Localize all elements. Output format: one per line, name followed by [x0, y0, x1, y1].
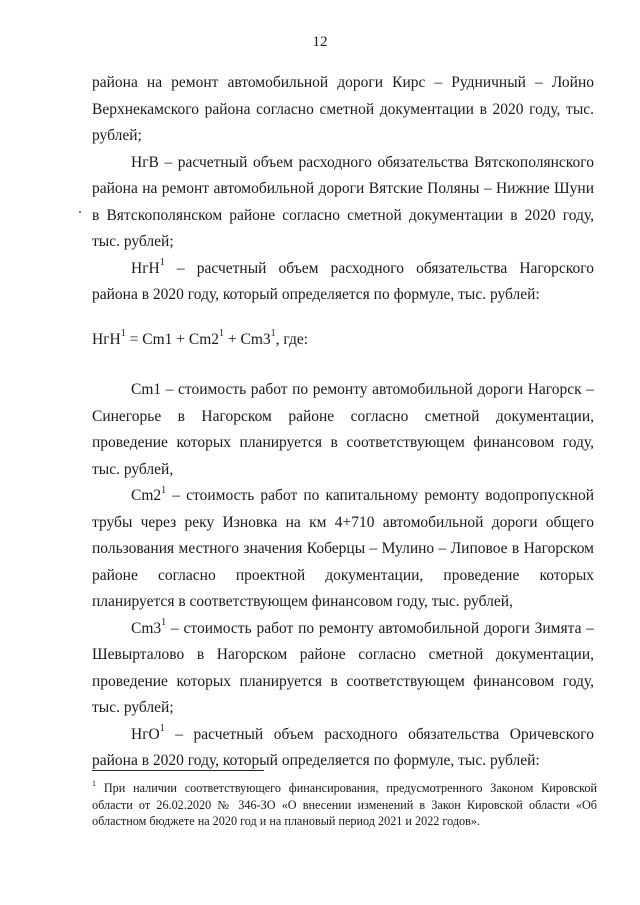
definition: [92, 616, 594, 722]
term-symbol: Cm3: [131, 619, 162, 637]
footnote-ref: 1: [219, 328, 225, 340]
formula: [92, 327, 594, 354]
footnote: [92, 780, 597, 830]
document-body: [92, 70, 594, 775]
term-symbol: НгН: [131, 259, 160, 277]
footnote-ref: 1: [161, 484, 167, 496]
paragraph: [92, 70, 594, 150]
margin-dot: [79, 211, 81, 213]
term-symbol: Cm2: [131, 487, 162, 504]
paragraph: [92, 150, 594, 256]
term-symbol: НгО: [131, 725, 160, 743]
definition-text: – стоимость работ по ремонту автомобильной дороги Нагорск – Синегорье в Нагорском районе согласно сметной документации, проведение которых планируется в соответствующем финансовом году, тыс. рублей,: [92, 381, 594, 478]
definition-text: – стоимость работ по ремонту автомобильной дороги Зимята – Шевырталово в Нагорском районе согласно сметной документации, проведение которых планируется в соответствующем финансовом году, тыс. рублей;: [92, 619, 594, 716]
footnote-ref: 1: [270, 328, 276, 340]
definition-text: – стоимость работ по капитальному ремонту водопропускной трубы через реку Изновка на км 4+710 автомобильной дороги общего пользования местного значения Коберцы – Мулино – Липовое в Нагорском районе согласно проектной документации, проведение которых планируется в соответствующем финансовом году, тыс. рублей,: [92, 487, 594, 610]
paragraph-text: района на ремонт автомобильной дороги Кирс – Рудничный – Лойно Верхнекамского района согласно сметной документации в 2020 году, тыс. рублей;: [92, 74, 594, 144]
footnote-marker: 1: [92, 778, 96, 788]
paragraph-text: – расчетный объем расходного обязательства Нагорского района в 2020 году, который определяется по формуле, тыс. рублей:: [92, 259, 594, 303]
definition: [92, 377, 594, 483]
term-symbol: Cm1: [131, 381, 162, 398]
formula-lhs: НгН: [92, 330, 121, 348]
footnote-ref: 1: [159, 723, 165, 735]
footnote-ref: 1: [159, 257, 165, 269]
definition: [92, 722, 594, 775]
footnote-text: При наличии соответствующего финансирования, предусмотренного Законом Кировской области от 26.02.2020 № 346-ЗО «О внесении изменений в Закон Кировской области «Об областном бюджете на 2020 год и на плановый период 2021 и 2022 годов».: [92, 781, 597, 828]
footnote-divider: [92, 770, 264, 771]
definition: [92, 483, 594, 616]
formula-term: = Cm1 + Cm2: [125, 330, 220, 348]
term-symbol: НгВ: [131, 153, 159, 171]
paragraph: [92, 256, 594, 309]
formula-term: + Cm3: [224, 330, 271, 348]
definition-text: – расчетный объем расходного обязательства Оричевского района в 2020 году, который определяется по формуле, тыс. рублей:: [92, 725, 594, 769]
paragraph-text: – расчетный объем расходного обязательства Вятскополянского района на ремонт автомобильной дороги Вятские Поляны – Нижние Шуни в Вятскополянском районе согласно сметной документации в 2020 году, тыс. рублей;: [92, 153, 594, 250]
footnote-ref: 1: [120, 328, 126, 340]
footnote-ref: 1: [161, 617, 167, 629]
formula-tail: , где:: [275, 330, 309, 348]
page-number: 12: [312, 34, 328, 50]
